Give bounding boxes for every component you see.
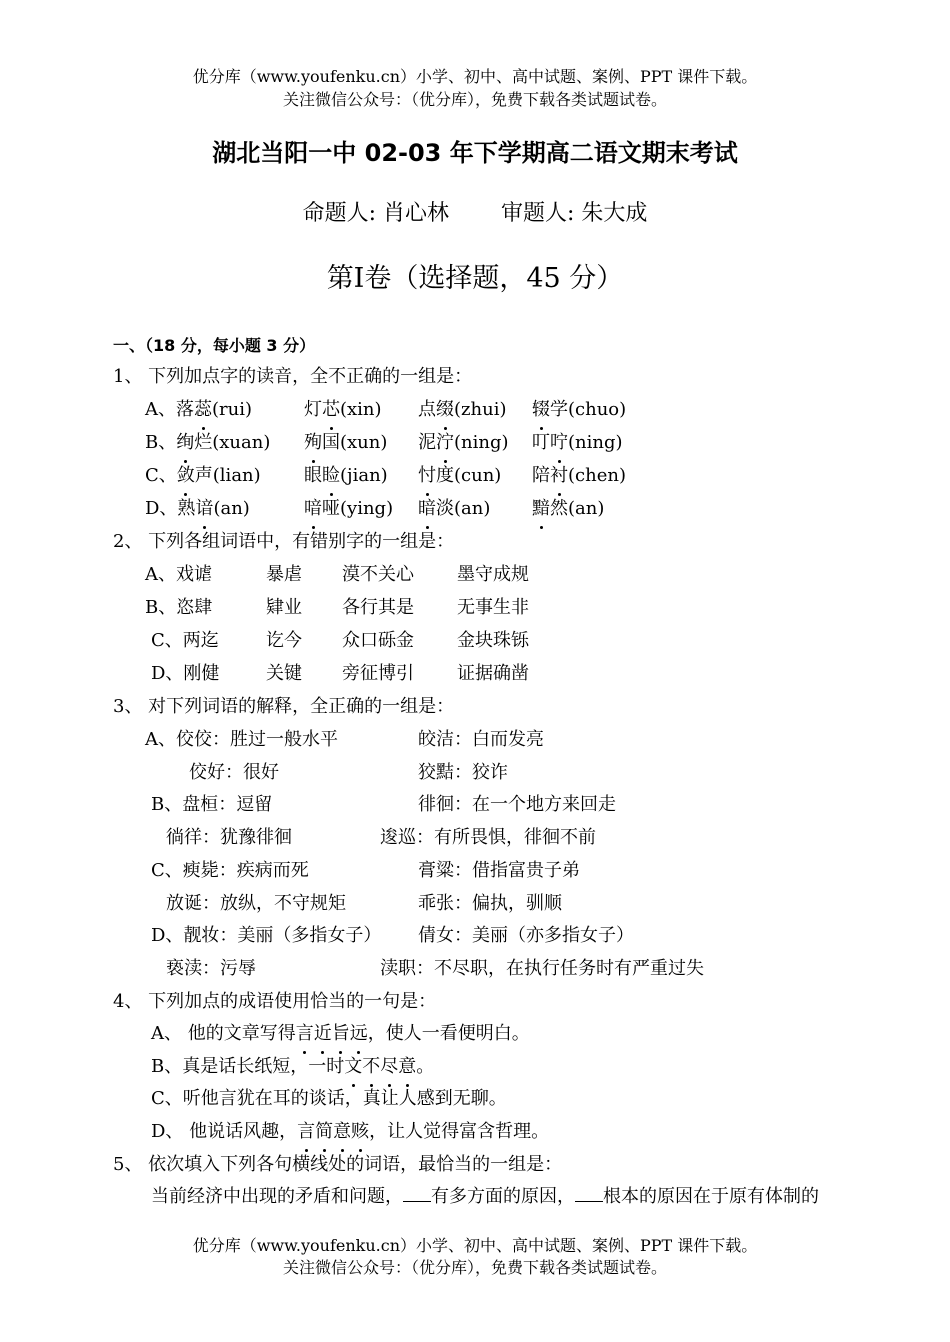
q1-option-c: [145, 463, 261, 489]
char: 陪: [532, 465, 550, 486]
dotted-char: 意: [398, 1054, 416, 1080]
q2-row-a-1: A、戏谑: [145, 564, 212, 585]
header-line-2: 关注微信公众号：（优分库），免费下载各类试题试卷。: [282, 90, 667, 109]
text: B、真是话长纸短，一时: [151, 1056, 345, 1077]
dotted-char: 谙: [195, 496, 213, 522]
reviewer: 审题人: 朱大成: [501, 201, 648, 226]
q1-option-a: [145, 397, 252, 423]
char: 叮: [532, 432, 550, 453]
footer-line-1: 优分库（www.youfenku.cn）小学、初中、高中试题、案例、PPT 课件下载。: [192, 1236, 758, 1255]
q1-option-c-4: [532, 463, 626, 489]
dotted-char: 绚: [176, 430, 194, 456]
word: 学(chuo): [550, 399, 627, 420]
section-1-heading: 一、（18 分，每小题 3 分）: [113, 336, 316, 355]
q4-option-a: [151, 1021, 530, 1047]
opt-label: C、: [145, 465, 177, 486]
part-title: 第Ⅰ卷（选择题，45 分）: [326, 263, 624, 294]
q3-line-5-right: 膏粱：借指富贵子弟: [418, 860, 580, 881]
q1-option-b-3: [418, 430, 509, 456]
q1-option-d: [145, 496, 250, 522]
blank-line: [575, 1185, 603, 1202]
header-line-1: 优分库（www.youfenku.cn）小学、初中、高中试题、案例、PPT 课件下载。: [192, 67, 758, 86]
q3-line-8-right: 渎职：不尽职，在执行任务时有严重过失: [380, 958, 704, 979]
dotted-char: 敛: [177, 463, 195, 489]
setter: 命题人: 肖心林: [302, 201, 449, 226]
dotted-char: 远: [350, 1021, 368, 1047]
blank-line: [403, 1185, 431, 1202]
word: 声(lian): [194, 465, 261, 486]
q2-row-c-1: C、两迄: [151, 630, 219, 651]
word: 然(an): [550, 498, 605, 519]
dotted-char: 言: [296, 1021, 314, 1047]
char: 泥: [418, 432, 436, 453]
opt-label: A、: [145, 399, 176, 420]
word: 度(cun): [436, 465, 502, 486]
dotted-char: 言: [297, 1119, 315, 1145]
q3-line-3-left: B、盘桓：逗留: [151, 794, 273, 815]
q4-stem: 4、 下列加点的成语使用恰当的一句是：: [113, 991, 437, 1012]
word: 烂(xuan): [194, 432, 271, 453]
q3-line-7-left: D、靓妆：美丽（多指女子）: [151, 925, 382, 946]
dotted-char: 咛: [550, 430, 568, 456]
q1-option-d-3: [418, 496, 490, 522]
pinyin: (ning): [568, 432, 623, 453]
q2-row-a-2: 暴虐: [266, 564, 302, 585]
dotted-char: 暗: [418, 496, 436, 522]
q1-option-b-2: [304, 430, 387, 456]
q3-line-6-left: 放诞：放纵，不守规矩: [166, 893, 346, 914]
q1-option-c-3: [418, 463, 501, 489]
opt-label: B、: [145, 432, 177, 453]
dotted-char: 旨: [332, 1021, 350, 1047]
dotted-char: 蕊: [194, 397, 212, 423]
text: 根本的原因在于原有体制的: [603, 1186, 819, 1207]
char: 灯: [304, 399, 322, 420]
text: D、 他说话风趣，: [151, 1121, 298, 1142]
dotted-char: 殉: [304, 430, 322, 456]
q1-option-a-2: [304, 397, 382, 423]
dotted-char: 缀: [436, 397, 454, 423]
dotted-char: 近: [314, 1021, 332, 1047]
dotted-char: 简: [315, 1119, 333, 1145]
exam-title: 湖北当阳一中 02-03 年下学期高二语文期末考试: [212, 139, 738, 167]
q1-option-d-2: [304, 496, 393, 522]
pinyin: (zhui): [454, 399, 507, 420]
q2-row-c-4: 金块珠铄: [457, 630, 529, 651]
q2-row-d-4: 证据确凿: [457, 663, 529, 684]
q2-row-d-1: D、刚健: [151, 663, 220, 684]
q1-option-a-4: [532, 397, 626, 423]
q3-line-1-left: A、佼佼：胜过一般水平: [145, 729, 338, 750]
dotted-char: 泞: [436, 430, 454, 456]
q2-row-b-3: 各行其是: [342, 597, 414, 618]
text: 当前经济中出现的矛盾和问题，: [151, 1186, 403, 1207]
dotted-char: 忖: [418, 463, 436, 489]
q2-stem: 2、 下列各组词语中，有错别字的一组是：: [113, 531, 455, 552]
q1-option-a-3: [418, 397, 506, 423]
q1-option-b-4: [532, 430, 623, 456]
text: 有多方面的原因，: [431, 1186, 575, 1207]
q2-row-a-4: 墨守成规: [457, 564, 529, 585]
q2-row-d-2: 关键: [266, 663, 302, 684]
q4-option-c: C、听他言犹在耳的谈话，真让人感到无聊。: [151, 1088, 507, 1109]
word: 国(xun): [322, 432, 388, 453]
q1-option-b: [145, 430, 270, 456]
q1-option-d-4: [532, 496, 604, 522]
authors: [0, 196, 950, 227]
word: 淡(an): [436, 498, 491, 519]
word: D、熟: [145, 498, 196, 519]
q3-line-4-right: 逡巡：有所畏惧，徘徊不前: [380, 827, 596, 848]
dotted-char: 辍: [532, 397, 550, 423]
pinyin: (rui): [212, 399, 252, 420]
dotted-char: 衬: [550, 463, 568, 489]
q2-row-c-3: 众口砾金: [342, 630, 414, 651]
q2-row-d-3: 旁征博引: [342, 663, 414, 684]
dotted-char: 喑: [304, 496, 322, 522]
q3-line-2-left: 佼好：很好: [189, 762, 279, 783]
q3-stem: 3、 对下列词语的解释，全正确的一组是：: [113, 696, 455, 717]
dotted-char: 不: [362, 1054, 380, 1080]
dotted-char: 黯: [532, 496, 550, 522]
q3-line-5-left: C、瘐毙：疾病而死: [151, 860, 309, 881]
dotted-char: 芯: [322, 397, 340, 423]
q1-option-c-2: [304, 463, 388, 489]
q3-line-7-right: 倩女：美丽（亦多指女子）: [418, 925, 634, 946]
dotted-char: 尽: [380, 1054, 398, 1080]
pinyin: (jian): [340, 465, 388, 486]
word: 哑(ying): [322, 498, 394, 519]
footer-line-2: 关注微信公众号：（优分库），免费下载各类试题试卷。: [282, 1258, 667, 1277]
text: ，使人一看便明白。: [367, 1023, 530, 1044]
q5-line: [151, 1184, 819, 1210]
dotted-char: 文: [344, 1054, 362, 1080]
q3-line-6-right: 乖张：偏执，驯顺: [418, 893, 562, 914]
pinyin: (xin): [340, 399, 382, 420]
char: 落: [176, 399, 194, 420]
q2-row-a-3: 漠不关心: [342, 564, 414, 585]
q4-option-b: [151, 1054, 434, 1080]
q2-row-c-2: 讫今: [266, 630, 302, 651]
q3-line-8-left: 亵渎：污辱: [166, 958, 256, 979]
pinyin: (ning): [454, 432, 509, 453]
q2-row-b-2: 肄业: [266, 597, 302, 618]
q2-row-b-4: 无事生非: [457, 597, 529, 618]
q1-stem: 1、 下列加点字的读音，全不正确的一组是：: [113, 366, 473, 387]
q3-line-1-right: 皎洁：白而发亮: [418, 729, 544, 750]
q4-option-d: [151, 1119, 549, 1145]
dotted-char: 意: [333, 1119, 351, 1145]
q3-line-2-right: 狡黠：狡诈: [418, 762, 508, 783]
char: 点: [418, 399, 436, 420]
q2-row-b-1: B、恣肆: [145, 597, 213, 618]
dotted-char: 赅: [351, 1119, 369, 1145]
text: A、 他的文章写得: [151, 1023, 296, 1044]
q5-stem: 5、 依次填入下列各句横线处的词语，最恰当的一组是：: [113, 1154, 563, 1175]
pinyin: (chen): [568, 465, 626, 486]
q3-line-4-left: 徜徉：犹豫徘徊: [166, 827, 292, 848]
q3-line-3-right: 徘徊：在一个地方来回走: [418, 794, 616, 815]
dotted-char: 睑: [322, 463, 340, 489]
char: 眼: [304, 465, 322, 486]
text: 。: [416, 1056, 435, 1077]
text: ，让人觉得富含哲理。: [369, 1121, 550, 1142]
pinyin: (an): [213, 498, 250, 519]
